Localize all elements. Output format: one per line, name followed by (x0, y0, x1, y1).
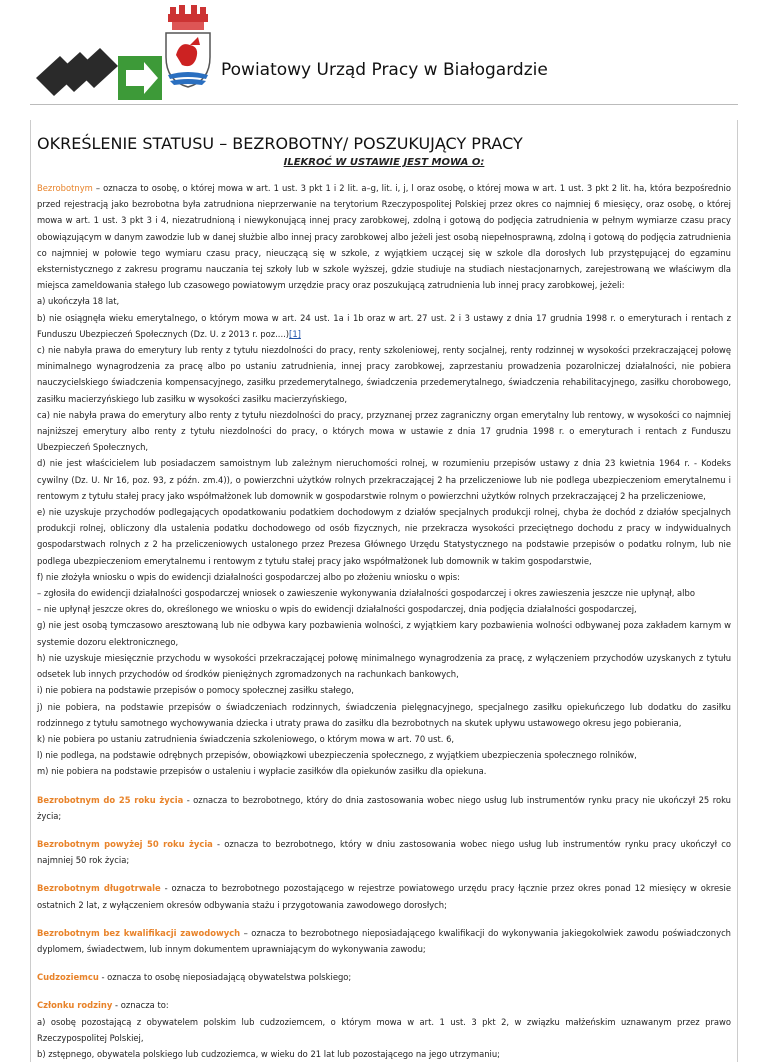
definition-cudzoziemiec: Cudzoziemcu - oznacza to osobę nieposiadającą obywatelstwa polskiego; (37, 972, 352, 983)
footnote-link[interactable]: [1] (289, 328, 301, 339)
definition-czlonek-rodziny: Członku rodziny - oznacza to: (37, 1000, 169, 1011)
site-header (0, 0, 768, 100)
family-item-a: a) osobę pozostającą z obywatelem polskim lub cudzoziemcem, o którym mowa w art. 1 ust. 3 pkt 2, w związku małżeńskim uznawanym przez prawo Rzeczypospolitej Polskiej, (37, 1016, 731, 1043)
condition-f: f) nie złożyła wniosku o wpis do ewidencji działalności gospodarczej albo po złożeniu wniosku o wpis: (37, 571, 460, 582)
family-item-b: b) zstępnego, obywatela polskiego lub cudzoziemca, w wieku do 21 lat lub pozostającego na jego utrzymaniu; (37, 1048, 500, 1059)
term-label: Bezrobotnym powyżej 50 roku życia (37, 838, 213, 849)
term-label: Członku rodziny (37, 1000, 113, 1011)
site-title: Powiatowy Urząd Pracy w Białogardzie (221, 60, 548, 80)
condition-d: d) nie jest właścicielem lub posiadaczem samoistnym lub zależnym nieruchomości rolnej, w rozumieniu przepisów ustawy z dnia 23 kwietnia 1964 r. - Kodeks cywilny (Dz. U. Nr 16, poz. 93, z późn. zm.4)), o powierzchni użytków rolnych przekraczającej 2 ha przeliczeniowe lub nie podlega ubezpieczeniom emerytalnemu i rentowym z tytułu stałej pracy jako współmałżonek lub domownik w gospodarstwie rolnym o powierzchni użytków rolnych przekraczającej 2 ha przeliczeniowe, (37, 458, 731, 501)
condition-f-1: – zgłosiła do ewidencji działalności gospodarczej wniosek o zawieszenie wykonywania działalności gospodarczej i okres zawieszenia jeszcze nie upłynął, albo (37, 588, 695, 599)
condition-e: e) nie uzyskuje przychodów podlegających opodatkowaniu podatkiem dochodowym z działów specjalnych produkcji rolnej, chyba że dochód z działów specjalnych produkcji rolnej, obliczony dla ustalenia podatku dochodowego od osób fizycznych, nie przekracza wysokości przeciętnego dochodu z pracy w indywidualnych gospodarstwach rolnych z 2 ha przeliczeniowych ustalonego przez Prezesa Głównego Urzędu Statystycznego na podstawie przepisów o podatku rolnym, lub nie podlega ubezpieczeniom emerytalnemu i rentowym z tytułu stałej pracy jako współmałżonek lub domownik w takim gospodarstwie, (37, 507, 731, 566)
page-subtitle: ILEKROĆ W USTAWIE JEST MOWA O: (283, 157, 485, 168)
condition-m: m) nie pobiera na podstawie przepisów o ustaleniu i wypłacie zasiłków dla opiekunów zasiłku dla opiekuna. (37, 766, 487, 777)
condition-l: l) nie podlega, na podstawie odrębnych przepisów, obowiązkowi ubezpieczenia społecznego, z wyjątkiem ubezpieczenia społecznego rolników, (37, 750, 637, 761)
condition-j: j) nie pobiera, na podstawie przepisów o świadczeniach rodzinnych, świadczenia pielęgnacyjnego, specjalnego zasiłku opiekuńczego lub dodatku do zasiłku rodzinnego z tytułu samotnego wychowywania dziecka i utraty prawa do zasiłku dla bezrobotnych na skutek upływu ustawowego okresu jego pobierania, (37, 701, 731, 728)
header-divider (30, 104, 738, 105)
term-label: Bezrobotnym bez kwalifikacji zawodowych (37, 927, 241, 938)
condition-b: b) nie osiągnęła wieku emerytalnego, o którym mowa w art. 24 ust. 1a i 1b oraz w art. 27 ust. 2 i 3 ustawy z dnia 17 grudnia 1998 r. o emeryturach i rentach z Funduszu Ubezpieczeń Społecznych (Dz. U. z 2013 r. poz....)[1] (37, 312, 731, 339)
pup-logo-arrows-icon (34, 44, 162, 104)
condition-ca: ca) nie nabyła prawa do emerytury albo renty z tytułu niezdolności do pracy, przyznanej przez zagraniczny organ emerytalny lub rentowy, w wysokości co najmniej najniższej emerytury albo renty z tytułu niezdolności do pracy, o których mowa w ustawie z dnia 17 grudnia 1998 r. o emeryturach i rentach z Funduszu Ubezpieczeń Społecznych, (37, 409, 731, 453)
condition-a: a) ukończyła 18 lat, (37, 296, 120, 307)
term-label: Bezrobotnym do 25 roku życia (37, 794, 184, 805)
definition-bezrobotny: Bezrobotnym – oznacza to osobę, o której mowa w art. 1 ust. 3 pkt 1 i 2 lit. a–g, lit. i, j, l oraz osobę, o której mowa w art. 1 ust. 3 pkt 2 lit. ha, która bezpośrednio przed rejestracją jako bezrobotna była zatrudniona nieprzerwanie na terytorium Rzeczypospolitej Polskiej przez okres co najmniej 6 miesięcy, oraz osobę, o której mowa w art. 1 ust. 3 pkt 3 i 4, niezatrudnioną i niewykonującą innej pracy zarobkowej, zdolną i gotową do podjęcia zatrudnienia w pełnym wymiarze czasu pracy obowiązującym w danym zawodzie lub w danej służbie albo innej pracy zarobkowej albo jeżeli jest osobą niepełnosprawną, zdolną i gotową do podjęcia zatrudnienia co najmniej w połowie tego wymiaru czasu pracy, nieuczącą się w szkole, z wyjątkiem uczącej się w szkole dla dorosłych lub przystępującej do egzaminu eksternistycznego z zakresu programu nauczania tej szkoły lub w szkole wyższej, gdzie studiuje na studiach niestacjonarnych, zarejestrowaną we właściwym dla miejsca zameldowania stałego lub czasowego powiatowym urzędzie pracy oraz poszukującą zatrudnienia lub innej pracy zarobkowej, jeżeli: (37, 183, 731, 291)
definition-powyzej-50: Bezrobotnym powyżej 50 roku życia - oznacza to bezrobotnego, który w dniu zastosowania wobec niego usług lub instrumentów rynku pracy ukończył co najmniej 50 rok życia; (37, 838, 731, 866)
page-title: OKREŚLENIE STATUSU – BEZROBOTNY/ POSZUKUJĄCY PRACY (37, 134, 523, 153)
definition-dlugotrwale: Bezrobotnym długotrwale - oznacza to bezrobotnego pozostającego w rejestrze powiatowego urzędu pracy łącznie przez okres ponad 12 miesięcy w okresie ostatnich 2 lat, z wyłączeniem okresów odbywania stażu i przygotowania zawodowego dorosłych; (37, 883, 731, 910)
main-content (30, 120, 738, 1062)
term-label: Bezrobotnym długotrwale (37, 883, 161, 894)
condition-f-2: – nie upłynął jeszcze okres do, określonego we wniosku o wpis do ewidencji działalności gospodarczej, dnia podjęcia działalności gospodarczej, (37, 604, 637, 615)
condition-i: i) nie pobiera na podstawie przepisów o pomocy społecznej zasiłku stałego, (37, 685, 354, 696)
condition-c: c) nie nabyła prawa do emerytury lub renty z tytułu niezdolności do pracy, renty szkoleniowej, renty socjalnej, renty rodzinnej w wysokości przekraczającej połowę minimalnego wynagrodzenia za pracę albo po ustaniu zatrudnienia, innej pracy zarobkowej, zaprzestaniu prowadzenia pozarolniczej działalności, nie pobiera nauczycielskiego świadczenia kompensacyjnego, zasiłku przedemerytalnego, świadczenia przedemerytalnego, świadczenia rehabilitacyjnego, zasiłku chorobowego, zasiłku macierzyńskiego lub zasiłku w wysokości zasiłku macierzyńskiego, (37, 345, 731, 404)
definition-do-25: Bezrobotnym do 25 roku życia - oznacza to bezrobotnego, który do dnia zastosowania wobec niego usług lub instrumentów rynku pracy nie ukończył 25 roku życia; (37, 794, 731, 821)
term-label: Bezrobotnym (37, 183, 93, 193)
bialogard-crest-icon (162, 5, 214, 89)
condition-h: h) nie uzyskuje miesięcznie przychodu w wysokości przekraczającej połowę minimalnego wynagrodzenia za pracę, z wyłączeniem przychodów uzyskanych z tytułu odsetek lub innych przychodów od środków pieniężnych zgromadzonych na rachunkach bankowych, (37, 652, 731, 680)
condition-g: g) nie jest osobą tymczasowo aresztowaną lub nie odbywa kary pozbawienia wolności, z wyjątkiem kary pozbawienia wolności odbywanej poza zakładem karnym w systemie dozoru elektronicznego, (37, 620, 731, 647)
term-label: Cudzoziemcu (37, 972, 99, 983)
condition-k: k) nie pobiera po ustaniu zatrudnienia świadczenia szkoleniowego, o którym mowa w art. 70 ust. 6, (37, 733, 455, 744)
definition-bez-kwalifikacji: Bezrobotnym bez kwalifikacji zawodowych – oznacza to bezrobotnego nieposiadającego kwalifikacji do wykonywania jakiegokolwiek zawodu poświadczonych dyplomem, świadectwem, lub innym dokumentem uprawniającym do wykonywania zawodu; (37, 927, 731, 954)
